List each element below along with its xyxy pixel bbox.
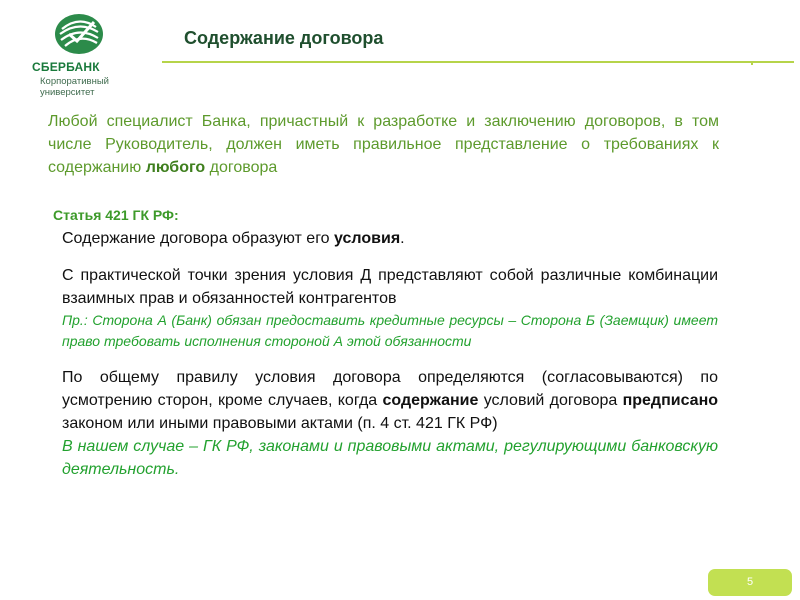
p3-text-3: законом или иными правовыми актами (п. 4 ст. 421 ГК РФ)	[62, 415, 498, 432]
title-divider	[162, 61, 794, 63]
logo-brand-name: СБЕРБАНК	[32, 60, 100, 74]
paragraph-1	[62, 227, 718, 250]
note-text: В нашем случае – ГК РФ, законами и правовыми актами, регулирующими банковскую деятельность.	[62, 438, 718, 478]
slide-title: Содержание договора	[184, 28, 384, 48]
p1-bold: условия	[334, 230, 401, 247]
page-number-badge	[708, 569, 792, 596]
intro-bold-word: любого	[145, 159, 206, 176]
intro-text-end: договора	[205, 159, 278, 176]
logo-subtitle-line2: университет	[40, 87, 95, 98]
paragraph-3	[62, 366, 718, 435]
paragraph-2: С практической точки зрения условия Д представляют собой различные комбинации взаимных прав и обязанностей контрагентов	[62, 267, 718, 307]
title-divider-tick	[751, 63, 753, 65]
p3-bold-1: содержание	[382, 392, 479, 409]
section-heading: Статья 421 ГК РФ:	[53, 207, 179, 223]
p3-text-2: условий договора	[478, 392, 623, 409]
logo-subtitle	[40, 76, 130, 98]
intro-text: Любой специалист Банка, причастный к разработке и заключению договоров, в том числе Руководитель, должен иметь правильное представление о требованиях к содержанию	[48, 113, 719, 176]
example-text: Пр.: Сторона А (Банк) обязан предоставить кредитные ресурсы – Сторона Б (Заемщик) имеет право требовать исполнения стороной А этой обязанности	[62, 312, 718, 349]
logo-subtitle-line1: Корпоративный	[40, 76, 109, 87]
p3-text-1: По общему правилу условия договора определяются (согласовываются) по усмотрению сторон, кроме случаев, когда	[62, 369, 718, 409]
p3-bold-2: предписано	[622, 392, 719, 409]
content-body	[62, 227, 718, 481]
p1-text: Содержание договора образуют его	[62, 230, 335, 247]
p1-end: .	[400, 230, 405, 247]
sberbank-logo-icon	[52, 12, 106, 56]
intro-paragraph	[48, 110, 719, 179]
page-number: 5	[746, 576, 754, 588]
